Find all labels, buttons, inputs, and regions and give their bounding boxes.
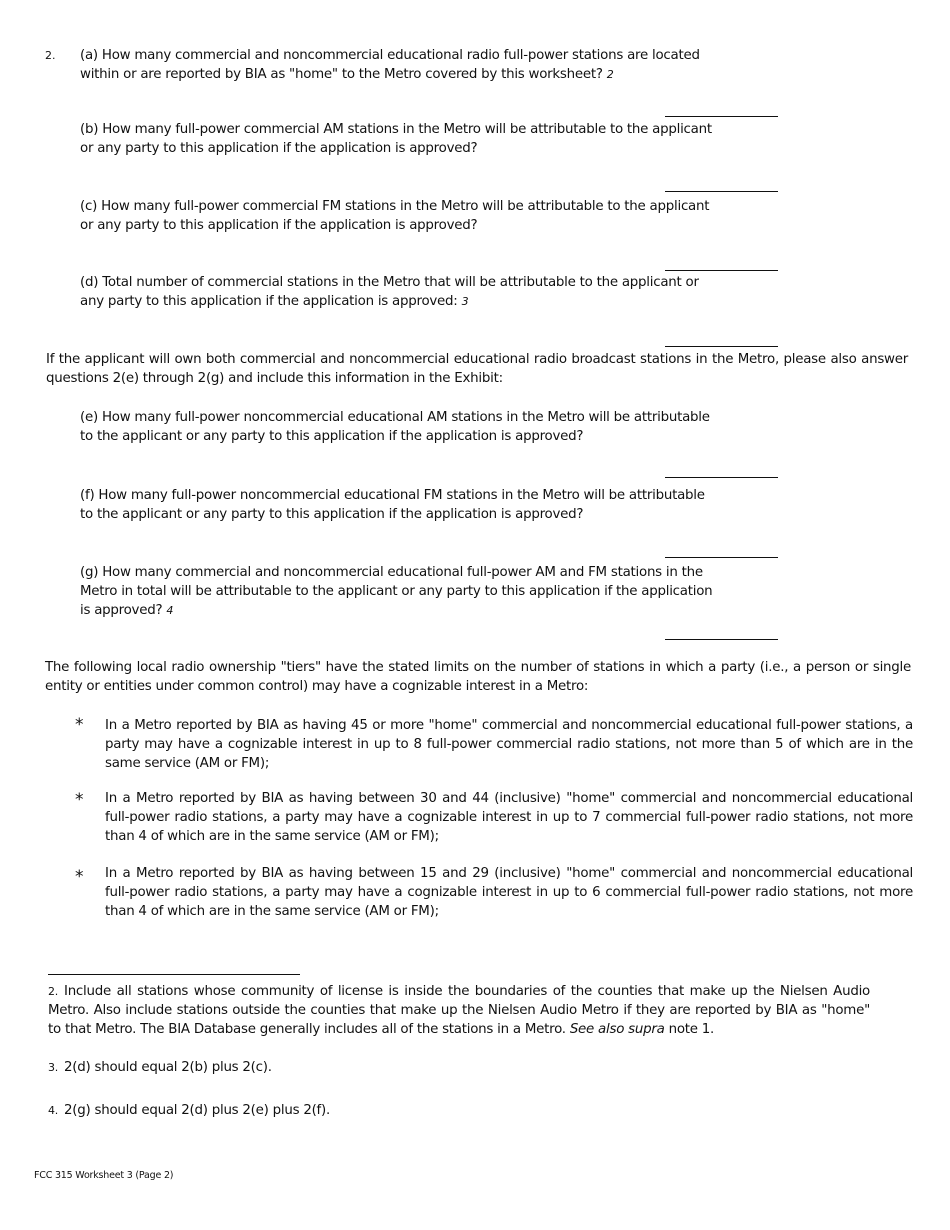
- footnote-ref-4: 4: [166, 604, 174, 617]
- question-2g-text: (g) How many commercial and noncommercial educational full-power AM and FM stations in the Metro in total will be attributable to the applicant or any party to this application if the application is approved?: [80, 565, 713, 618]
- footnote-rule: [48, 974, 300, 975]
- question-2c: (c) How many full-power commercial FM stations in the Metro will be attributable to the applicant or any party to this application if the application is approved?: [80, 199, 710, 233]
- question-2e: (e) How many full-power noncommercial educational AM stations in the Metro will be attributable to the applicant or any party to this application if the application is approved?: [80, 410, 710, 444]
- question-2d: [80, 273, 720, 311]
- question-2f: (f) How many full-power noncommercial educational FM stations in the Metro will be attributable to the applicant or any party to this application if the application is approved?: [80, 488, 705, 522]
- footnote-4-number: 4.: [48, 1104, 58, 1117]
- answer-line-2a[interactable]: [665, 116, 778, 117]
- question-2g: [80, 563, 720, 620]
- question-2b: (b) How many full-power commercial AM stations in the Metro will be attributable to the applicant or any party to this application if the application is approved?: [80, 122, 712, 156]
- footnote-2-text: Include all stations whose community of license is inside the boundaries of the counties that make up the Nielsen Audio Metro. Also include stations outside the counties that make up the Nielsen Audio Metro if they are reported by BIA as "home" to that Metro. The BIA Database generally includes all of the stations in a Metro.: [48, 984, 870, 1037]
- footnote-ref-3: 3: [461, 295, 469, 308]
- answer-line-2b[interactable]: [665, 191, 778, 192]
- question-2a: [80, 46, 720, 84]
- tier-item-3: In a Metro reported by BIA as having between 15 and 29 (inclusive) "home" commercial and noncommercial educational full-power radio stations, a party may have a cognizable interest in up to 6 commercial full-power radio stations, not more than 4 of which are in the same service (AM or FM);: [105, 866, 913, 919]
- tier-item-1: In a Metro reported by BIA as having 45 or more "home" commercial and noncommercial educational full-power stations, a party may have a cognizable interest in up to 8 full-power commercial radio stations, not more than 5 of which are in the same service (AM or FM);: [105, 718, 913, 771]
- question-2a-text: (a) How many commercial and noncommercial educational radio full-power stations are located within or are reported by BIA as "home" to the Metro covered by this worksheet?: [80, 48, 700, 82]
- footnote-4-text: 2(g) should equal 2(d) plus 2(e) plus 2(f).: [64, 1103, 331, 1118]
- footnote-2: [48, 982, 870, 1039]
- answer-line-2f[interactable]: [665, 557, 778, 558]
- tiers-intro: The following local radio ownership "tiers" have the stated limits on the number of stations in which a party (i.e., a person or single entity or entities under common control) may have a cognizable interest in a Metro:: [45, 660, 911, 694]
- intro-efg: If the applicant will own both commercial and noncommercial educational radio broadcast stations in the Metro, please also answer questions 2(e) through 2(g) and include this information in the Exhibit:: [46, 352, 908, 386]
- page-footer: FCC 315 Worksheet 3 (Page 2): [34, 1170, 174, 1181]
- question-number: 2.: [45, 49, 56, 62]
- footnote-2-see-also: See also supra: [569, 1022, 665, 1037]
- footnote-ref-2: 2: [606, 68, 614, 81]
- tier-bullet-1: *: [75, 715, 84, 735]
- tier-bullet-3: *: [75, 867, 84, 887]
- tier-bullet-2: *: [75, 790, 84, 810]
- footnote-3-text: 2(d) should equal 2(b) plus 2(c).: [64, 1060, 272, 1075]
- answer-line-2d[interactable]: [665, 346, 778, 347]
- footnote-3-number: 3.: [48, 1061, 58, 1074]
- answer-line-2e[interactable]: [665, 477, 778, 478]
- footnote-2-number: 2.: [48, 985, 58, 998]
- answer-line-2c[interactable]: [665, 270, 778, 271]
- footnote-4: [48, 1101, 870, 1120]
- tier-item-2: In a Metro reported by BIA as having between 30 and 44 (inclusive) "home" commercial and noncommercial educational full-power radio stations, a party may have a cognizable interest in up to 7 commercial full-power radio stations, not more than 4 of which are in the same service (AM or FM);: [105, 791, 913, 844]
- question-2d-text: (d) Total number of commercial stations in the Metro that will be attributable to the applicant or any party to this application if the application is approved:: [80, 275, 699, 309]
- footnote-2-tail: note 1.: [668, 1022, 715, 1037]
- answer-line-2g[interactable]: [665, 639, 778, 640]
- footnote-3: [48, 1058, 870, 1077]
